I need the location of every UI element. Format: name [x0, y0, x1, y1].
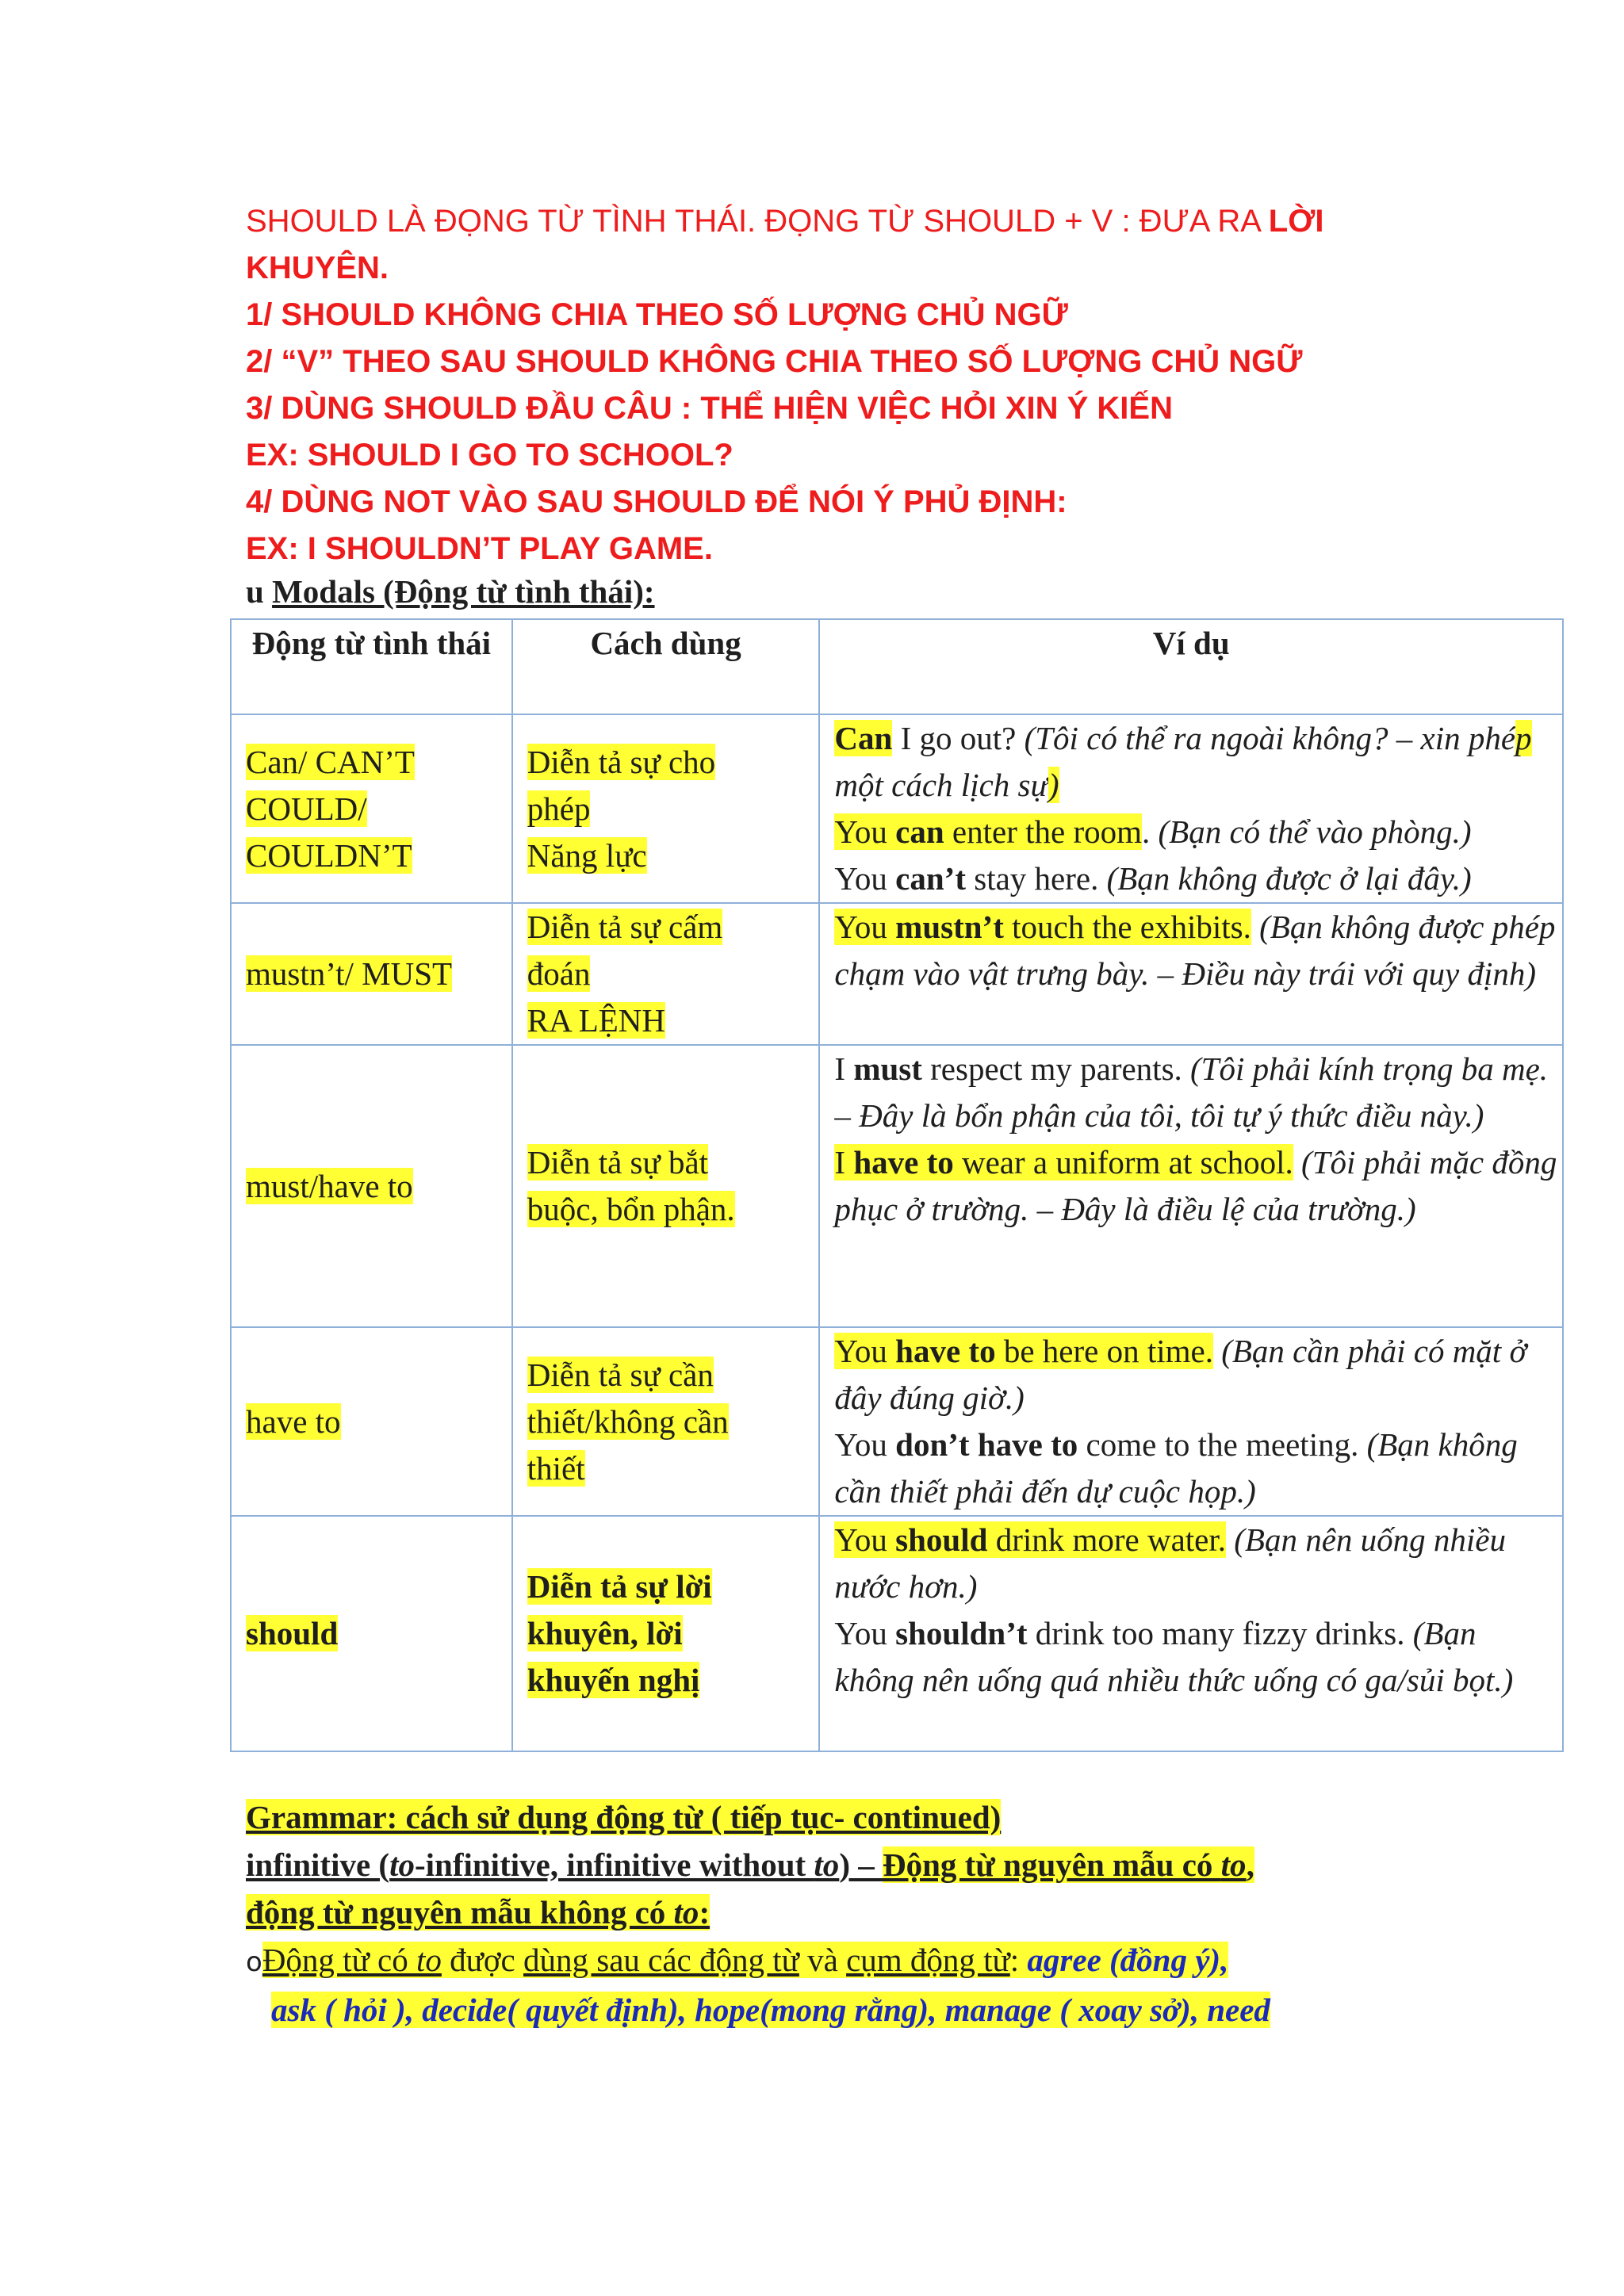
example-2: EX: I SHOULDN’T PLAY GAME. — [246, 531, 713, 566]
modals-table — [230, 618, 1564, 1752]
modals-bullet: u — [246, 573, 264, 610]
verb-cell: Can/ CAN’T COULD/ COULDN’T — [231, 714, 512, 903]
table-row — [231, 714, 1563, 903]
modals-title: Modals (Động từ tình thái): — [272, 573, 655, 610]
example-cell: Can I go out? (Tôi có thể ra ngoài không? – xin phép một cách lịch sự) You can enter the room. (Bạn có thể vào phòng.) You can’t stay here. (Bạn không được ở lại đây.) — [819, 714, 1563, 903]
infinitive-bullet — [246, 1936, 1562, 2034]
header-example: Ví dụ — [819, 619, 1563, 714]
grammar-section — [246, 1793, 1554, 1936]
bullet-line-1: oĐộng từ có to được dùng sau các động từ và cụm động từ: agree (đồng ý), — [246, 1942, 1229, 1978]
rule-3: 3/ DÙNG SHOULD ĐẦU CÂU : THỂ HIỆN VIỆC HỎI XIN Ý KIẾN — [246, 391, 1173, 426]
example-cell: You should drink more water. (Bạn nên uống nhiều nước hơn.) You shouldn’t drink too many fizzy drinks. (Bạn không nên uống quá nhiều thức uống có ga/sủi bọt.) — [819, 1516, 1563, 1751]
usage-cell: Diễn tả sự lời khuyên, lời khuyến nghị — [512, 1516, 820, 1751]
verb-cell: mustn’t/ MUST — [231, 903, 512, 1045]
table-row — [231, 1045, 1563, 1327]
example-1: EX: SHOULD I GO TO SCHOOL? — [246, 438, 733, 473]
notes-line-2: KHUYÊN. — [246, 251, 389, 285]
verb-cell: have to — [231, 1327, 512, 1516]
notes-line-1-bold: LỜI — [1268, 204, 1324, 239]
bullet-marker: o — [246, 1946, 262, 1978]
verb-cell: must/have to — [231, 1045, 512, 1327]
grammar-line-3: động từ nguyên mẫu không có to: — [246, 1894, 710, 1931]
modals-heading — [246, 572, 655, 610]
example-cell: You mustn’t touch the exhibits. (Bạn không được phép chạm vào vật trưng bày. – Điều này trái với quy định) — [819, 903, 1563, 1045]
table-header-row — [231, 619, 1563, 714]
table-row — [231, 1327, 1563, 1516]
usage-cell: Diễn tả sự cần thiết/không cần thiết — [512, 1327, 820, 1516]
table-row — [231, 1516, 1563, 1751]
grammar-title: Grammar: cách sử dụng động từ ( tiếp tục- continued) — [246, 1799, 1002, 1835]
table-row — [231, 903, 1563, 1045]
notes-line-1-text: SHOULD LÀ ĐỌNG TỪ TÌNH THÁI. ĐỌNG TỪ SHOULD + V : ĐƯA RA — [246, 204, 1269, 239]
header-verb: Động từ tình thái — [231, 619, 512, 714]
verb-cell: should — [231, 1516, 512, 1751]
usage-cell: Diễn tả sự cấm đoán RA LỆNH — [512, 903, 820, 1045]
rule-1: 1/ SHOULD KHÔNG CHIA THEO SỐ LƯỢNG CHỦ NGỮ — [246, 297, 1068, 332]
bullet-line-2: ask ( hỏi ), decide( quyết định), hope(mong rằng), manage ( xoay sở), need — [271, 1992, 1270, 2028]
rule-4: 4/ DÙNG NOT VÀO SAU SHOULD ĐỂ NÓI Ý PHỦ ĐỊNH: — [246, 484, 1067, 519]
should-notes — [246, 198, 1419, 572]
example-cell: I must respect my parents. (Tôi phải kính trọng ba mẹ. – Đây là bổn phận của tôi, tôi tự ý thức điều này.) I have to wear a uniform at school. (Tôi phải mặc đồng phục ở trường. – Đây là điều lệ của trường.) — [819, 1045, 1563, 1327]
header-usage: Cách dùng — [512, 619, 820, 714]
notes-line-1 — [246, 198, 1419, 245]
rule-2: 2/ “V” THEO SAU SHOULD KHÔNG CHIA THEO SỐ LƯỢNG CHỦ NGỮ — [246, 344, 1303, 379]
usage-cell: Diễn tả sự cho phép Năng lực — [512, 714, 820, 903]
usage-cell: Diễn tả sự bắt buộc, bổn phận. — [512, 1045, 820, 1327]
grammar-line-2: infinitive (to-infinitive, infinitive without to) – Động từ nguyên mẫu có to, — [246, 1846, 1254, 1883]
example-cell: You have to be here on time. (Bạn cần phải có mặt ở đây đúng giờ.) You don’t have to come to the meeting. (Bạn không cần thiết phải đến dự cuộc họp.) — [819, 1327, 1563, 1516]
